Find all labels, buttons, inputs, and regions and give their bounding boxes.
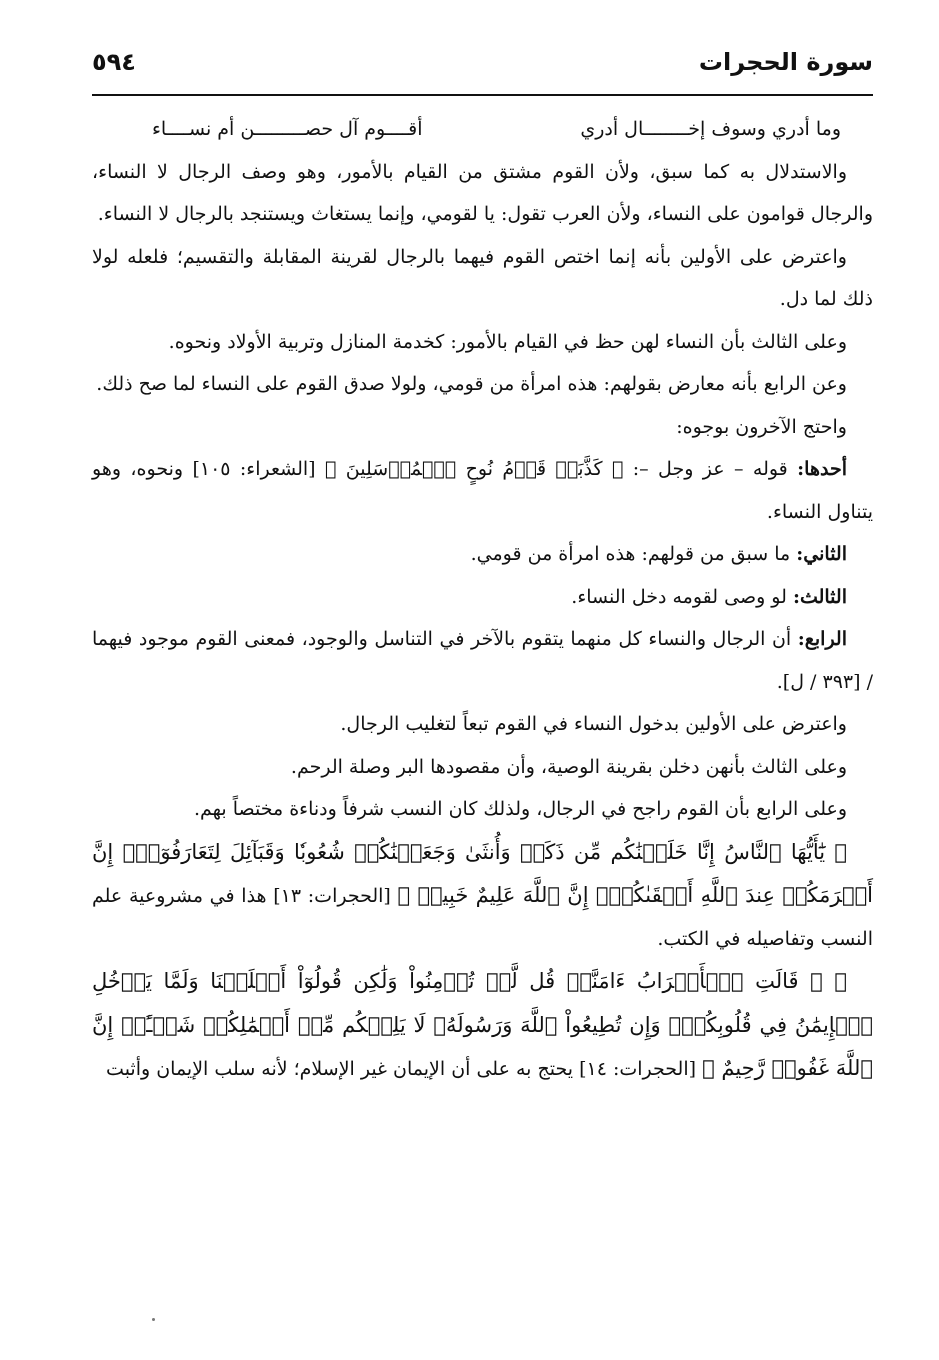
lead-word: الرابع: [797, 628, 847, 650]
quran-verse: ﴿ يَٰٓأَيُّهَا ٱلنَّاسُ إِنَّا خَلَقۡنَٰكُم مِّن ذَكَرٖ وَأُنثَىٰ وَجَعَلۡنَٰكُمۡ شُعُوبٗا وَقَبَآئِلَ لِتَعَارَفُوٓاْۚ إِنَّ أَكۡرَمَكُمۡ عِندَ ٱللَّهِ أَتۡقَىٰكُمۡۚ إِنَّ ٱللَّهَ عَلِيمٌ خَبِيرٞ ﴾ [92, 839, 874, 907]
paragraph: والاستدلال به كما سبق، ولأن القوم مشتق من القيام بالأمور، وهو وصف الرجال لا النساء، والرجال قوامون على النساء، ولأن العرب تقول: يا لقومي، وإنما يستغاث ويستنجد بالرجال لا النساء. [92, 160, 873, 225]
poem-hemistich-1: وما أدري وسوف إخــــــــال أدري [580, 118, 841, 140]
page-speck [152, 1318, 155, 1321]
quran-verse: ﴿ ۞ قَالَتِ ٱلۡأَعۡرَابُ ءَامَنَّاۖ قُل لَّمۡ تُؤۡمِنُواْ وَلَٰكِن قُولُوٓاْ أَسۡلَمۡنَا وَلَمَّا يَدۡخُلِ ٱلۡإِيمَٰنُ فِي قُلُوبِكُمۡۖ وَإِن تُطِيعُواْ ٱللَّهَ وَرَسُولَهُۥ لَا يَلِتۡكُم مِّنۡ أَعۡمَٰلِكُمۡ شَيۡـًٔاۚ إِنَّ ٱللَّهَ غَفُورٞ رَّحِيمٌ ﴾ [92, 969, 873, 1080]
lead-word: الثالث: [792, 585, 847, 608]
paragraph: وعلى الثالث بأن النساء لهن حظ في القيام بالأمور: كخدمة المنازل وتربية الأولاد ونحوه. [168, 330, 847, 353]
paragraph: الثالث: لو وصى لقومه دخل النساء. [571, 585, 847, 608]
paragraph: ﴿ يَٰٓأَيُّهَا ٱلنَّاسُ إِنَّا خَلَقۡنَٰكُم مِّن ذَكَرٖ وَأُنثَىٰ وَجَعَلۡنَٰكُمۡ شُعُوبٗا وَقَبَآئِلَ لِتَعَارَفُوٓاْۚ إِنَّ أَكۡرَمَكُمۡ عِندَ ٱللَّهِ أَتۡقَىٰكُمۡۚ إِنَّ ٱللَّهَ عَلِيمٌ خَبِيرٞ ﴾ [الحجرات: ١٣] هذا في مشروعية علم النسب وتفاصيله في الكتب. [92, 839, 874, 950]
poem-hemistich-2: أقــــوم آل حصـــــــــن أم نســــاء [152, 118, 423, 140]
paragraph: وعن الرابع بأنه معارض بقولهم: هذه امرأة من قومي، ولولا صدق القوم على النساء لما صح ذلك. [96, 373, 847, 395]
body-text [92, 108, 873, 1091]
page-number: ٥٩٤ [92, 48, 136, 76]
surah-title: سورة الحجرات [698, 48, 873, 76]
lead-word: أحدها: [797, 458, 847, 480]
lead-word: الثاني: [796, 543, 847, 565]
page-header [92, 42, 873, 96]
paragraph: واعترض على الأولين بدخول النساء في القوم تبعاً لتغليب الرجال. [340, 713, 847, 735]
paragraph: وعلى الرابع بأن القوم راجح في الرجال، ولذلك كان النسب شرفاً ودناءة مختصاً بهم. [193, 798, 847, 820]
paragraph: أحدها: قوله – عز وجل –: ﴿ كَذَّبَتۡ قَوۡمُ نُوحٍ ٱلۡمُرۡسَلِينَ ﴾ [الشعراء: ١٠٥] ونحوه، وهو يتناول النساء. [92, 458, 873, 523]
paragraph: وعلى الثالث بأنهن دخلن بقرينة الوصية، وأن مقصودها البر وصلة الرحم. [290, 755, 847, 778]
paragraph: الرابع: أن الرجال والنساء كل منهما يتقوم بالآخر في التناسل والوجود، فمعنى القوم موجود فيهما / [٣٩٣ / ل]. [92, 628, 873, 693]
paragraph: الثاني: ما سبق من قولهم: هذه امرأة من قومي. [470, 543, 847, 565]
poem-verse [92, 108, 873, 151]
paragraph: واحتج الآخرون بوجوه: [676, 415, 847, 438]
paragraph: واعترض على الأولين بأنه إنما اختص القوم فيهما بالرجال لقرينة المقابلة والتقسيم؛ فلعله لولا ذلك لما دل. [92, 245, 873, 310]
paragraph: ﴿ ۞ قَالَتِ ٱلۡأَعۡرَابُ ءَامَنَّاۖ قُل لَّمۡ تُؤۡمِنُواْ وَلَٰكِن قُولُوٓاْ أَسۡلَمۡنَا وَلَمَّا يَدۡخُلِ ٱلۡإِيمَٰنُ فِي قُلُوبِكُمۡۖ وَإِن تُطِيعُواْ ٱللَّهَ وَرَسُولَهُۥ لَا يَلِتۡكُم مِّنۡ أَعۡمَٰلِكُمۡ شَيۡـًٔاۚ إِنَّ ٱللَّهَ غَفُورٞ رَّحِيمٌ ﴾ [الحجرات: ١٤] يحتج به على أن الإيمان غير الإسلام؛ لأنه سلب الإيمان وأثبت [92, 969, 873, 1080]
